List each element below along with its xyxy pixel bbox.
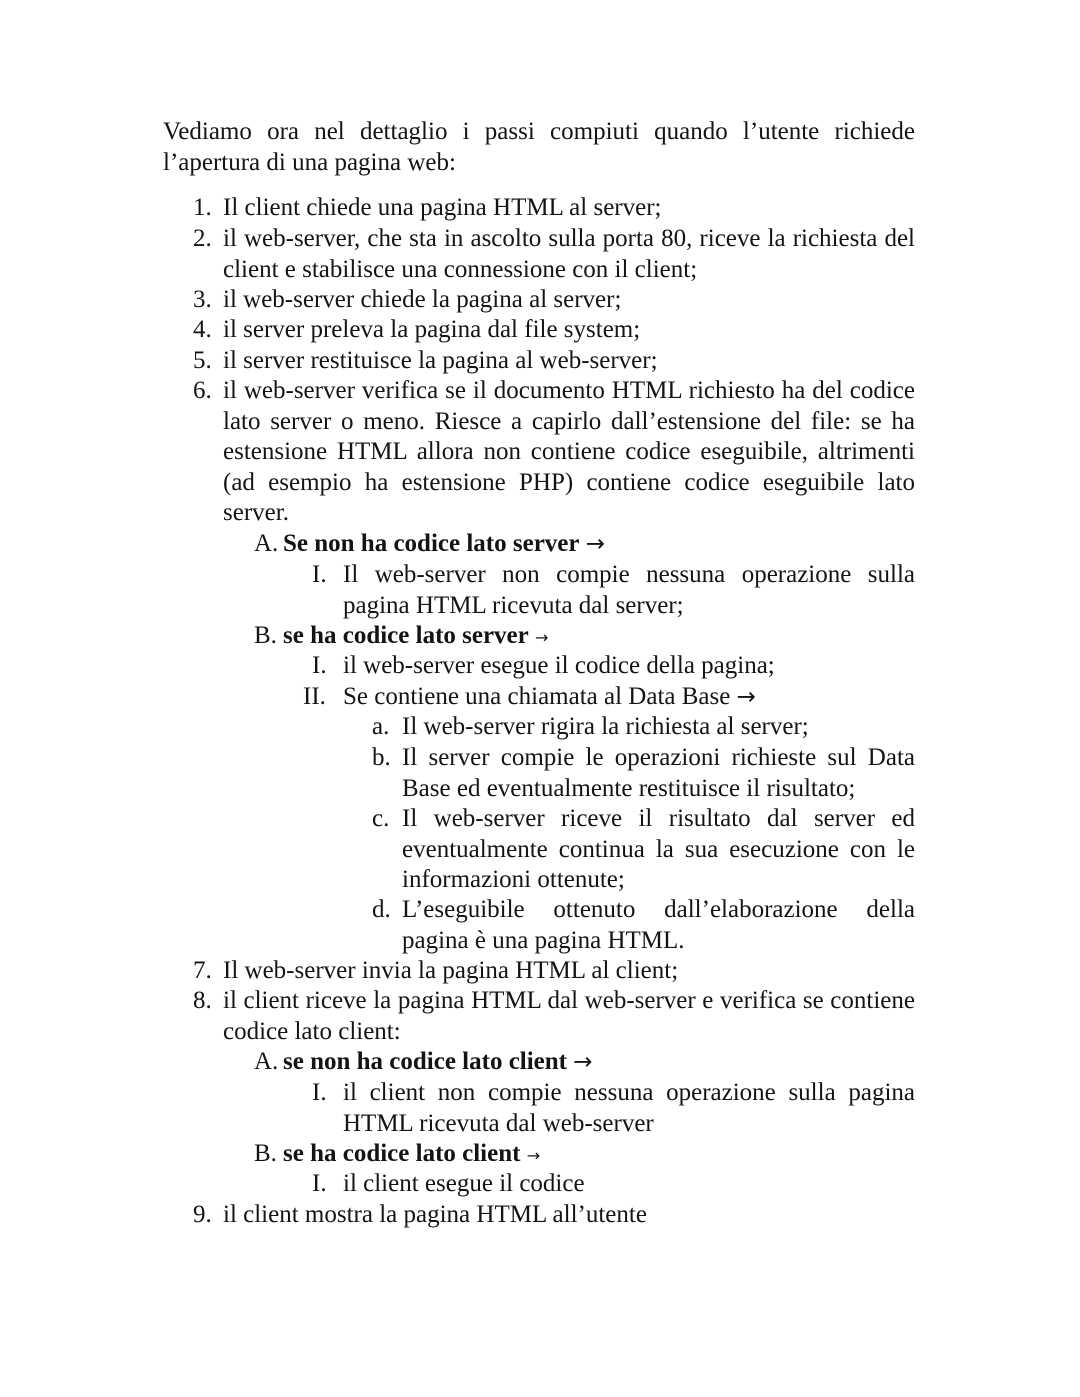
step-marker: 7. [193, 957, 212, 984]
case-heading-text: se non ha codice lato client [283, 1048, 568, 1075]
case-heading [254, 621, 915, 654]
sub-item [372, 804, 915, 896]
step-text: il server restituisce la pagina al web-server; [223, 347, 658, 374]
step-text: il client mostra la pagina HTML all’utente [223, 1201, 647, 1228]
case-item-text: Se contiene una chiamata al Data Base [343, 683, 731, 710]
step-marker: 3. [193, 286, 212, 313]
case-item [303, 682, 915, 713]
sub-item-text: L’eseguibile ottenuto dall’elaborazione della pagina è una pagina HTML. [402, 896, 915, 954]
case-heading [254, 529, 915, 560]
case-item-marker: I. [312, 561, 327, 588]
step-text: il web-server, che sta in ascolto sulla porta 80, riceve la richiesta del client e stabilisce una connessione con il client; [223, 225, 915, 283]
case-heading-text: se ha codice lato server [283, 622, 529, 649]
case-heading-text: Se non ha codice lato server [283, 530, 580, 557]
step-4 [193, 315, 915, 346]
step-8 [193, 986, 915, 1047]
case-item-marker: I. [312, 652, 327, 679]
step-text: il client riceve la pagina HTML dal web-server e verifica se contiene codice lato client: [223, 987, 915, 1045]
case-item [312, 1169, 915, 1200]
arrow-right-icon: → [585, 531, 606, 557]
step-marker: 8. [193, 987, 212, 1014]
sub-item-text: Il web-server rigira la richiesta al server; [402, 713, 809, 740]
step-marker: 5. [193, 347, 212, 374]
case-item-marker: I. [312, 1170, 327, 1197]
step-2 [193, 224, 915, 285]
sub-item-text: Il web-server riceve il risultato dal server ed eventualmente continua la sua esecuzione con le informazioni ottenute; [402, 805, 915, 893]
case-item [312, 1078, 915, 1139]
step-text: Il web-server invia la pagina HTML al client; [223, 957, 679, 984]
case-item-text: il client esegue il codice [343, 1170, 585, 1197]
step-3 [193, 285, 915, 316]
step-text: il server preleva la pagina dal file system; [223, 316, 641, 343]
arrow-right-icon: → [573, 1049, 593, 1075]
case-marker: B. [254, 1140, 277, 1167]
step-text: il web-server chiede la pagina al server; [223, 286, 622, 313]
step-9 [193, 1200, 915, 1231]
case-item [312, 651, 915, 682]
step-marker: 4. [193, 316, 212, 343]
case-marker: B. [254, 622, 277, 649]
step-6 [193, 376, 915, 529]
intro-paragraph: Vediamo ora nel dettaglio i passi compiuti quando l’utente richiede l’apertura di una pagina web: [163, 118, 915, 176]
step-5 [193, 346, 915, 377]
sub-item-text: Il server compie le operazioni richieste sul Data Base ed eventualmente restituisce il risultato; [402, 744, 915, 802]
sub-item [372, 895, 915, 956]
step-marker: 6. [193, 377, 212, 404]
sub-item-marker: c. [372, 805, 390, 832]
step-1 [193, 193, 915, 224]
sub-item [372, 743, 915, 804]
case-heading-text: se ha codice lato client [283, 1140, 521, 1167]
case-heading [254, 1139, 915, 1172]
case-item-text: il client non compie nessuna operazione sulla pagina HTML ricevuta dal web-server [343, 1079, 915, 1137]
case-item-marker: II. [303, 683, 326, 710]
step-marker: 9. [193, 1201, 212, 1228]
case-item [312, 560, 915, 621]
sub-item-marker: b. [372, 744, 391, 771]
sub-item [372, 712, 915, 743]
step-text: Il client chiede una pagina HTML al server; [223, 194, 662, 221]
case-marker: A. [254, 530, 279, 557]
step-marker: 1. [193, 194, 212, 221]
sub-item-marker: a. [372, 713, 390, 740]
step-7 [193, 956, 915, 987]
case-heading [254, 1047, 915, 1078]
case-item-text: il web-server esegue il codice della pagina; [343, 652, 775, 679]
case-marker: A. [254, 1048, 279, 1075]
arrow-right-icon: → [535, 628, 549, 647]
arrow-right-icon: → [526, 1146, 541, 1165]
case-item-text: Il web-server non compie nessuna operazione sulla pagina HTML ricevuta dal server; [343, 561, 915, 619]
sub-item-marker: d. [372, 896, 391, 923]
case-item-marker: I. [312, 1079, 327, 1106]
step-marker: 2. [193, 225, 212, 252]
step-text: il web-server verifica se il documento HTML richiesto ha del codice lato server o meno. Riesce a capirlo dall’estensione del file: se ha estensione HTML allora non contiene codice eseguibile, altrimenti (ad esempio ha estensione PHP) contiene codice eseguibile lato server. [223, 377, 915, 526]
arrow-right-icon: → [736, 684, 756, 710]
